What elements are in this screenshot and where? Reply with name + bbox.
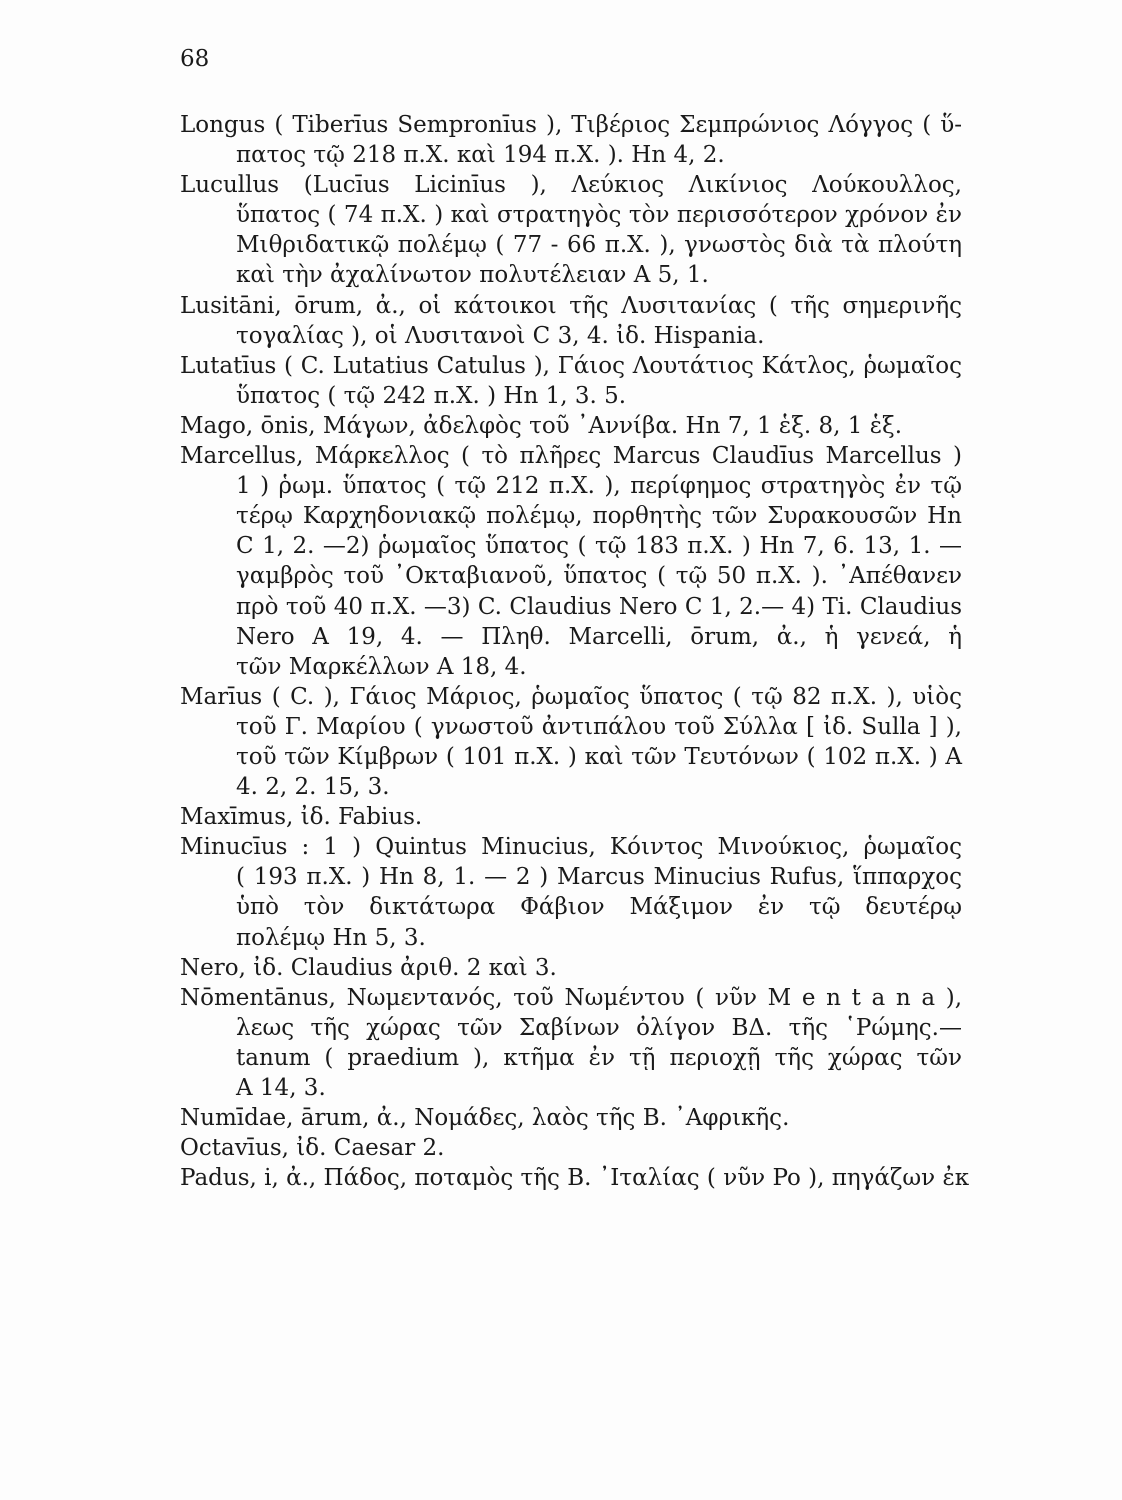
entry-line: λεως τῆς χώρας τῶν Σαβίνων ὀλίγον ΒΔ. τῆς ῾Ρώμης.—: [236, 1014, 962, 1041]
entry-line: ( 193 π.Χ. ) Hn 8, 1. — 2 ) Marcus Minucius Rufus, ἵππαρχος: [236, 864, 962, 891]
entry-line: C 1, 2. —2) ῥωμαῖος ὕπατος ( τῷ 183 π.Χ. ) Hn 7, 6. 13, 1. —: [236, 533, 962, 560]
entry-line: Mago, ōnis, Μάγων, ἀδελφὸς τοῦ ᾿Αννίβα. Hn 7, 1 ἑξ. 8, 1 ἑξ.: [180, 412, 903, 439]
entry-line: Lusitāni, ōrum, ἀ., οἱ κάτοικοι τῆς Λυσιτανίας ( τῆς σημερινῆς: [180, 292, 962, 319]
entry-line: Minucīus : 1 ) Quintus Minucius, Κόιντος Μινούκιος, ῥωμαῖος: [180, 834, 962, 861]
entry-line: Octavīus, ἰδ. Caesar 2.: [180, 1135, 445, 1162]
entry-line: Μιθριδατικῷ πολέμῳ ( 77 - 66 π.Χ. ), γνωστὸς διὰ τὰ πλούτη: [236, 232, 962, 259]
index-entry-lucullus: [0, 170, 1122, 290]
entry-line: Nero A 19, 4. — Πληθ. Marcelli, ōrum, ἀ., ἡ γενεά, ἡ: [236, 623, 962, 650]
index-entry-lutatius: [0, 351, 1122, 411]
entry-line: Padus, i, ἀ., Πάδος, ποταμὸς τῆς Β. ᾿Ιταλίας ( νῦν Po ), πηγάζων ἐκ: [180, 1165, 970, 1192]
entry-line: 4. 2, 2. 15, 3.: [236, 774, 390, 801]
entry-line: Nero, ἰδ. Claudius ἀριθ. 2 καὶ 3.: [180, 954, 557, 981]
entry-line: tanum ( praedium ), κτῆμα ἐν τῇ περιοχῇ τῆς χώρας τῶν: [236, 1044, 962, 1071]
page-number: 68: [180, 46, 210, 72]
entry-line: πατος τῷ 218 π.Χ. καὶ 194 π.Χ. ). Hn 4, 2.: [236, 142, 725, 169]
entry-line: Maxīmus, ἰδ. Fabius.: [180, 804, 423, 831]
index-entry-longus: [0, 110, 1122, 170]
index-entry-maximus: [0, 802, 1122, 832]
entry-line: τέρῳ Καρχηδονιακῷ πολέμῳ, πορθητὴς τῶν Συρακουσῶν Hn: [236, 503, 962, 530]
entry-line: Longus ( Tiberīus Sempronīus ), Τιβέριος Σεμπρώνιος Λόγγος ( ὕ-: [180, 112, 962, 138]
index-entry-numidae: [0, 1103, 1122, 1133]
entry-line: ὑπὸ τὸν δικτάτωρα Φάβιον Μάξιμον ἐν τῷ δευτέρῳ: [236, 894, 962, 921]
entry-line: ὕπατος ( 74 π.Χ. ) καὶ στρατηγὸς τὸν περισσότερον χρόνον ἐν: [236, 202, 962, 229]
entry-line: A 14, 3.: [236, 1075, 326, 1101]
entry-line: ὕπατος ( τῷ 242 π.Χ. ) Hn 1, 3. 5.: [236, 382, 627, 409]
entry-line: Marīus ( C. ), Γάιος Μάριος, ῥωμαῖος ὕπατος ( τῷ 82 π.Χ. ), υἱὸς: [180, 683, 962, 710]
index-entry-marcellus: [0, 441, 1122, 682]
entry-line: πολέμῳ Hn 5, 3.: [236, 924, 426, 951]
entry-line: Numīdae, ārum, ἀ., Νομάδες, λαὸς τῆς Β. ᾿Αφρικῆς.: [180, 1105, 790, 1132]
entry-line: καὶ τὴν ἀχαλίνωτον πολυτέλειαν A 5, 1.: [236, 262, 709, 289]
entry-line: τοῦ τῶν Κίμβρων ( 101 π.Χ. ) καὶ τῶν Τευτόνων ( 102 π.Χ. ) A: [236, 743, 962, 770]
index-entry-minucius: [0, 832, 1122, 952]
index-entry-marius: [0, 682, 1122, 802]
index-entry-mago: [0, 411, 1122, 441]
entry-line: Lucullus (Lucīus Licinīus ), Λεύκιος Λικίνιος Λούκουλλος,: [180, 172, 962, 199]
entry-line: γαμβρὸς τοῦ ᾿Οκταβιανοῦ, ὕπατος ( τῷ 50 π.Χ. ). ᾿Απέθανεν: [236, 563, 962, 590]
index-entries: [0, 110, 1122, 1193]
entry-line: τοῦ Γ. Μαρίου ( γνωστοῦ ἀντιπάλου τοῦ Σύλλα [ ἰδ. Sulla ] ),: [236, 713, 962, 740]
entry-line: Nōmentānus, Νωμεντανός, τοῦ Νωμέντου ( νῦν M e n t a n a ),: [180, 984, 962, 1011]
index-entry-nomentanus: [0, 983, 1122, 1103]
entry-line: τογαλίας ), οἱ Λυσιτανοὶ C 3, 4. ἰδ. Hispania.: [236, 322, 765, 349]
index-entry-padus: [0, 1163, 1122, 1193]
entry-line: πρὸ τοῦ 40 π.Χ. —3) C. Claudius Nero C 1, 2.— 4) Ti. Claudius: [236, 593, 962, 620]
entry-line: Lutatīus ( C. Lutatius Catulus ), Γάιος Λουτάτιος Κάτλος, ῥωμαῖος: [180, 352, 962, 379]
entry-line: 1 ) ῥωμ. ὕπατος ( τῷ 212 π.Χ. ), περίφημος στρατηγὸς ἐν τῷ: [236, 473, 962, 500]
index-entry-lusitani: [0, 291, 1122, 351]
entry-line: τῶν Μαρκέλλων A 18, 4.: [236, 653, 527, 680]
index-entry-octavius: [0, 1133, 1122, 1163]
index-entry-nero: [0, 953, 1122, 983]
entry-line: Marcellus, Μάρκελλος ( τὸ πλῆρες Marcus Claudīus Marcellus ): [180, 443, 962, 470]
